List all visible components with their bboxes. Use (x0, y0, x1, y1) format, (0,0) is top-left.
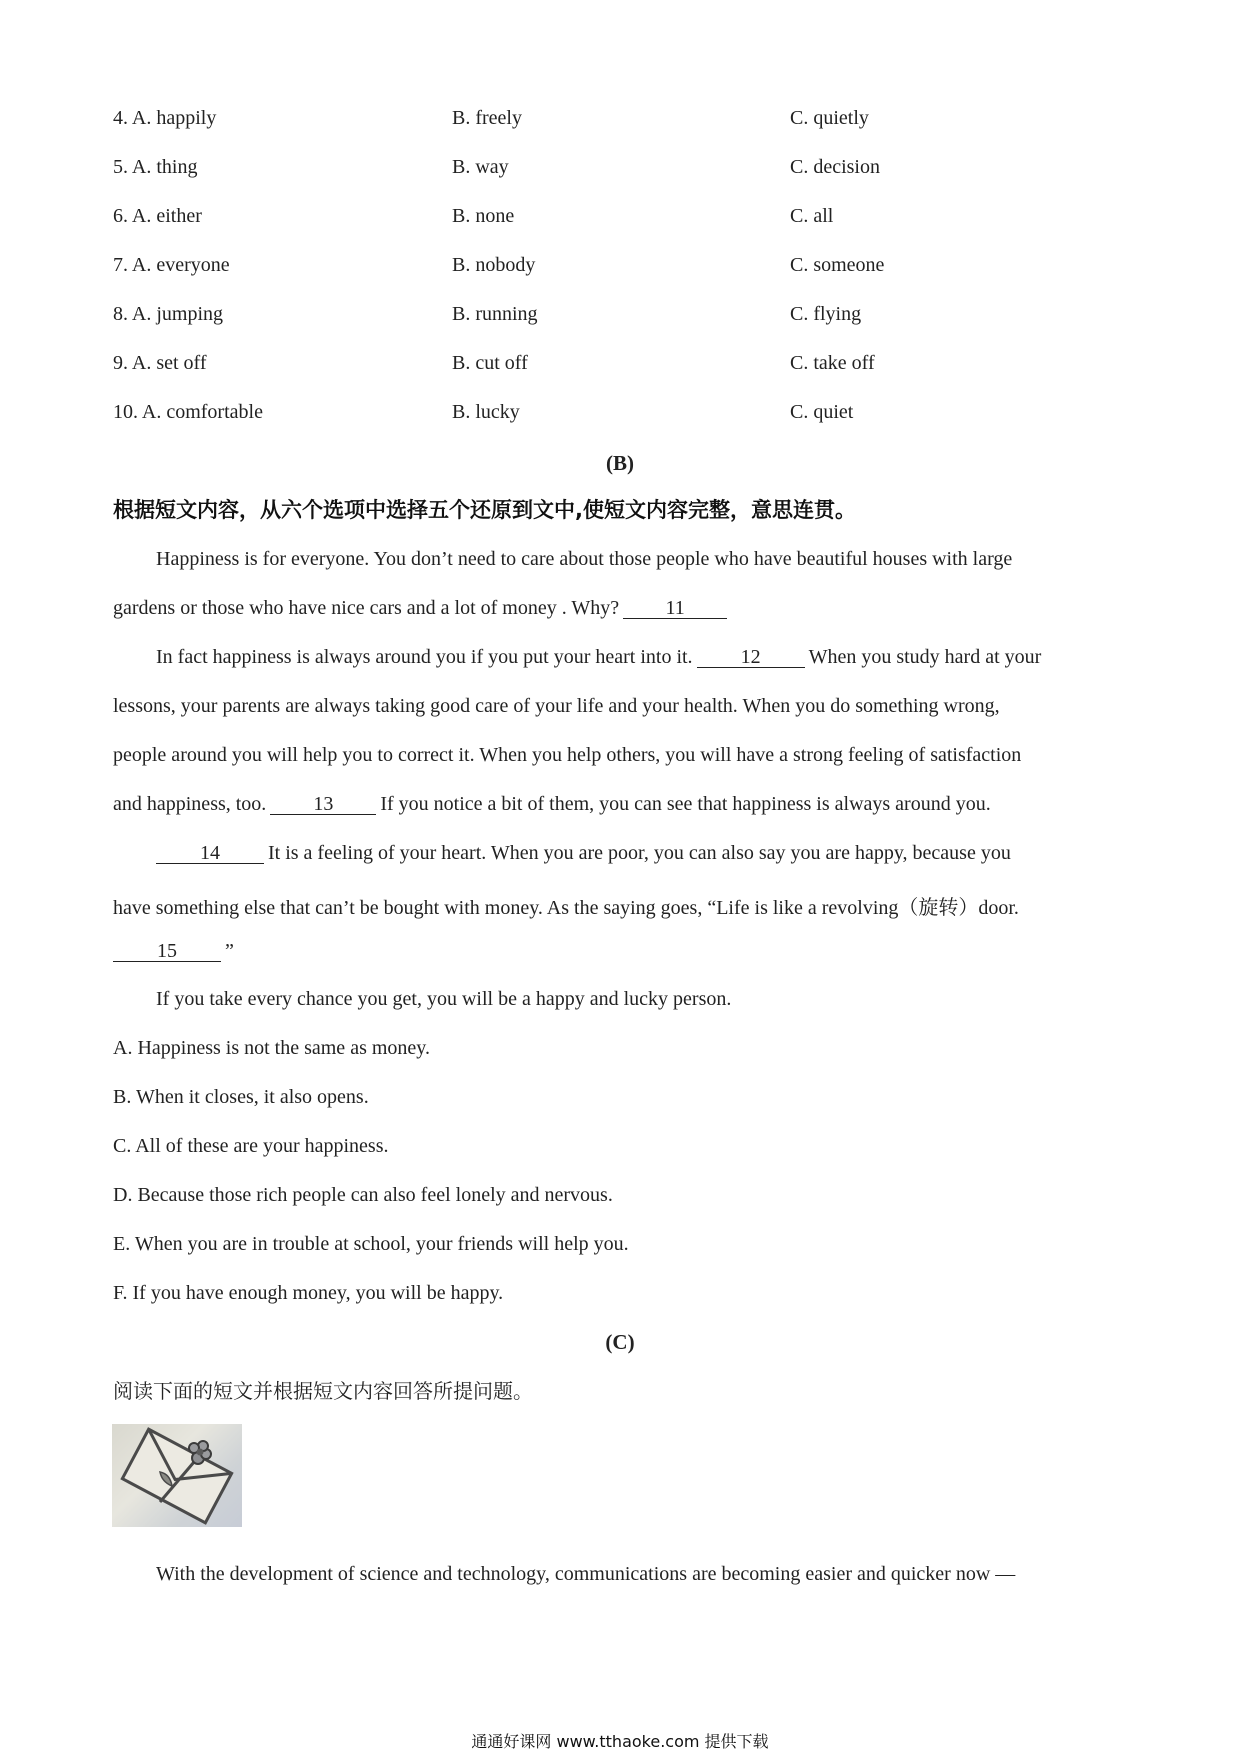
option-b: B. none (452, 205, 515, 227)
passage-text: gardens or those who have nice cars and a lot of money . Why? (113, 597, 620, 619)
option-c: C. quietly (790, 107, 869, 129)
option-b: B. running (452, 303, 538, 325)
passage-line (113, 793, 991, 816)
option-c: C. decision (790, 156, 880, 178)
passage-line (156, 842, 1011, 865)
option-row-9 (113, 352, 1133, 382)
choice-a: A. Happiness is not the same as money. (113, 1037, 430, 1059)
option-c: C. flying (790, 303, 862, 325)
section-b-label: (B) (606, 451, 634, 475)
option-a: 4. A. happily (113, 107, 217, 129)
passage-text: When you study hard at your (808, 646, 1042, 668)
option-c: C. all (790, 205, 834, 227)
choice-f: F. If you have enough money, you will be happy. (113, 1282, 504, 1304)
option-a: 10. A. comfortable (113, 401, 263, 423)
option-a: 7. A. everyone (113, 254, 230, 276)
option-c: C. take off (790, 352, 875, 374)
section-c-label: (C) (605, 1330, 635, 1354)
option-c: C. quiet (790, 401, 854, 423)
option-a: 5. A. thing (113, 156, 198, 178)
answer-blank-14[interactable]: 14 (156, 843, 264, 864)
option-row-8 (113, 303, 1133, 333)
choice-b: B. When it closes, it also opens. (113, 1086, 369, 1108)
choice-e: E. When you are in trouble at school, your friends will help you. (113, 1233, 629, 1255)
option-b: B. nobody (452, 254, 536, 276)
answer-blank-11[interactable]: 11 (623, 598, 727, 619)
option-b: B. way (452, 156, 509, 178)
envelope-with-flower-icon (112, 1424, 242, 1527)
passage-text: If you notice a bit of them, you can see that happiness is always around you. (380, 793, 991, 815)
option-row-7 (113, 254, 1133, 284)
section-c-instruction: 阅读下面的短文并根据短文内容回答所提问题。 (113, 1379, 533, 1403)
passage-line (156, 646, 1041, 669)
passage-line: have something else that can’t be bought with money. As the saying goes, “Life is like a revolving（旋转）door. (113, 897, 1019, 919)
option-a: 6. A. either (113, 205, 202, 227)
option-b: B. freely (452, 107, 522, 129)
answer-blank-13[interactable]: 13 (270, 794, 376, 815)
choice-c: C. All of these are your happiness. (113, 1135, 389, 1157)
section-b-instruction: 根据短文内容，从六个选项中选择五个还原到文中,使短文内容完整，意思连贯。 (113, 498, 856, 522)
option-row-5 (113, 156, 1133, 186)
option-a: 9. A. set off (113, 352, 207, 374)
option-b: B. lucky (452, 401, 520, 423)
answer-blank-12[interactable]: 12 (697, 647, 805, 668)
option-a: 8. A. jumping (113, 303, 224, 325)
option-c: C. someone (790, 254, 885, 276)
answer-blank-15[interactable]: 15 (113, 941, 221, 962)
option-row-4 (113, 107, 1133, 137)
option-row-6 (113, 205, 1133, 235)
passage-line: If you take every chance you get, you will be a happy and lucky person. (156, 988, 732, 1010)
passage-line: With the development of science and technology, communications are becoming easier and quicker now — (156, 1563, 1016, 1585)
passage-line: Happiness is for everyone. You don’t need to care about those people who have beautiful houses with large (156, 548, 1013, 570)
passage-line: lessons, your parents are always taking good care of your life and your health. When you do something wrong, (113, 695, 1000, 717)
passage-line (113, 940, 234, 963)
choice-d: D. Because those rich people can also feel lonely and nervous. (113, 1184, 613, 1206)
passage-text: In fact happiness is always around you if you put your heart into it. (156, 646, 693, 668)
passage-line (113, 597, 731, 620)
passage-text: ” (225, 940, 234, 962)
passage-text: It is a feeling of your heart. When you are poor, you can also say you are happy, because you (268, 842, 1011, 864)
passage-text: and happiness, too. (113, 793, 267, 815)
passage-line: people around you will help you to correct it. When you help others, you will have a strong feeling of satisfaction (113, 744, 1022, 766)
option-b: B. cut off (452, 352, 528, 374)
footer-download-note: 通通好课网 www.tthaoke.com 提供下载 (471, 1732, 769, 1751)
option-row-10 (113, 401, 1133, 431)
